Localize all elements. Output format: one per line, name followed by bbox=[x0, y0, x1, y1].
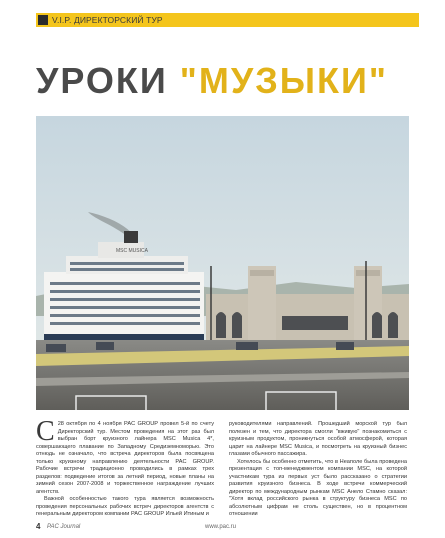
cruise-ship-photo bbox=[36, 116, 409, 410]
article-paragraph: Важной особенностью такого тура является возможность проведения персональных рабочих встреч директоров агентств с генеральным директором компании PAC GROUP Ильей Итиным и bbox=[36, 496, 214, 517]
title-word-2: "МУЗЫКИ" bbox=[179, 60, 388, 101]
ship-name-text: MSC MUSICA bbox=[116, 248, 148, 254]
section-marker-square bbox=[38, 15, 48, 25]
article-column-right bbox=[229, 421, 407, 517]
article-paragraph bbox=[36, 421, 214, 496]
drop-cap: С bbox=[36, 421, 55, 447]
journal-name: PAC Journal bbox=[47, 524, 81, 530]
article-column-left bbox=[36, 421, 214, 517]
article-paragraph: Хотелось бы особенно отметить, что в Неаполе была проведена презентация с топ-менеджментом компании MSC, на которой участникам тура из первых уст было рассказано о стратегии развития круизного бизнеса. В ходе встречи коммерческий директор по международным рынкам MSC Анело Стамно сказал: "Хотя вклад российского рынка в структуру бизнеса MSC по абсолютным цифрам не столь существен, но в процентном отношении bbox=[229, 458, 407, 517]
website-link[interactable]: www.pac.ru bbox=[205, 524, 237, 530]
article-paragraph: руководителями направлений. Прошедший морской тур был полезен и тем, что директора смогли "вживую" познакомиться с круизным продуктом, проникнуться особой атмосферой, которая царит на лайнере MSC Musica, и посмотреть на круизный бизнес глазами обычного пассажира. bbox=[229, 421, 407, 457]
title-word-1: УРОКИ bbox=[36, 60, 168, 101]
section-label: V.I.P. ДИРЕКТОРСКИЙ ТУР bbox=[52, 15, 163, 25]
page-number: 4 bbox=[36, 522, 41, 531]
page-title bbox=[36, 58, 416, 104]
article-text-left-1: 28 октября по 4 ноября PAC GROUP провел 5-й по счету Директорский тур. Местом проведения на этот раз был выбран борт круизного лайнера MSC Musica 4*, совершающего плавание по Западному Средиземноморью. Это отнюдь не означало, что встреча директоров была посвящена только круизному направлению деятельности PAC GROUP. Рабочие встречи традиционно проводились в рамках трех разделов: подведение итогов за летний период, новые планы на зимний сезон 2007-2008 и торжественное награждение лучших агентств. bbox=[36, 421, 214, 495]
